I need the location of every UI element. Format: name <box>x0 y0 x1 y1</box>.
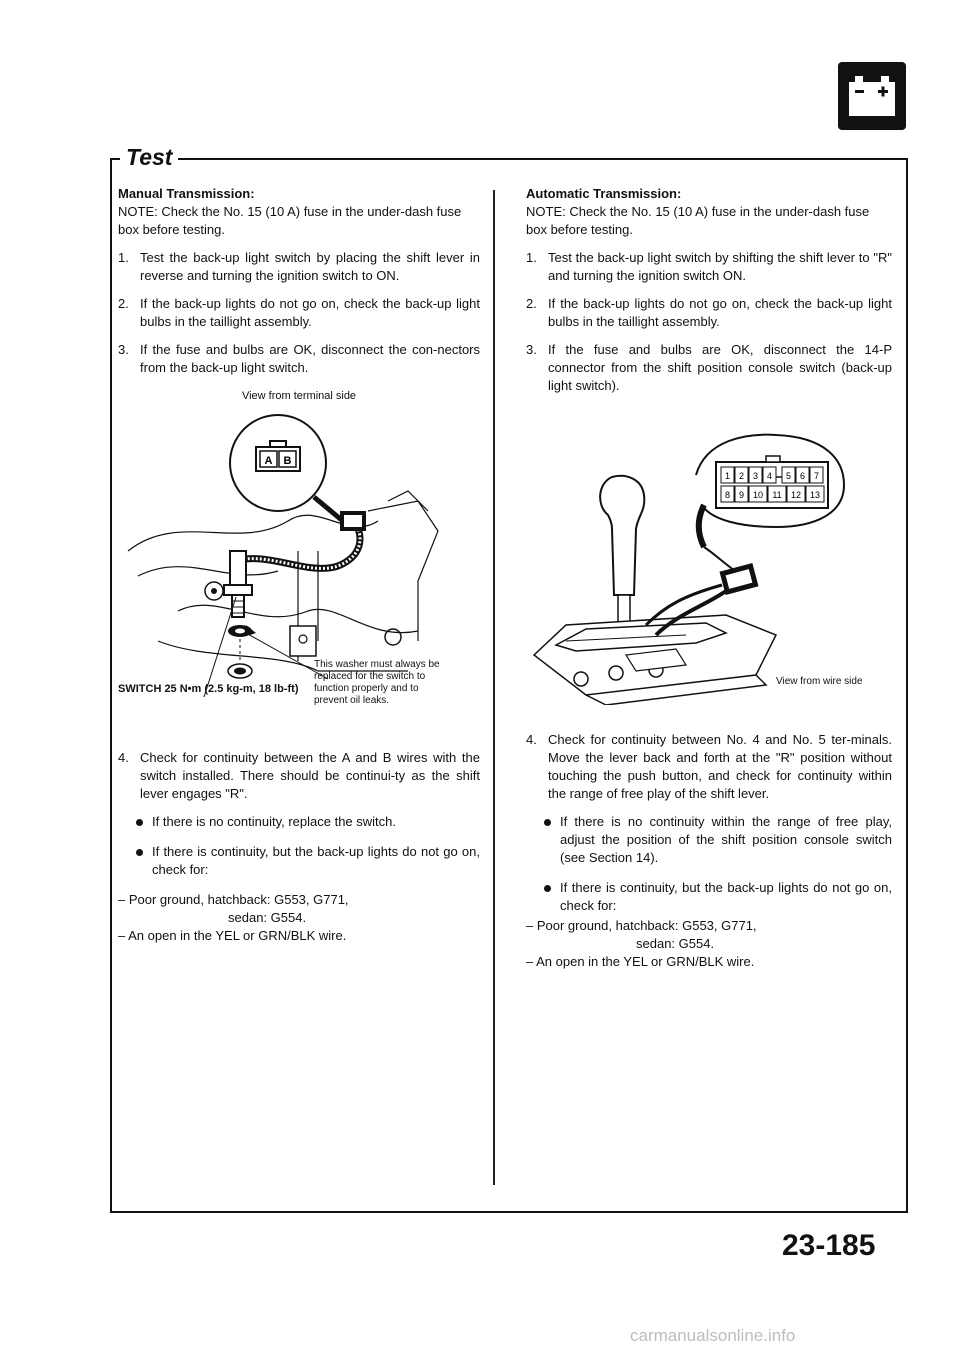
shift-console-illustration <box>526 405 892 715</box>
step-text: Check for continuity between No. 4 and No. 5 ter-minals. Move the lever back and forth at the "R" position without touching the push button, and check for continuity within the range of free play of the shift lever. <box>548 732 892 801</box>
bullet-text: If there is no continuity within the range of free play, adjust the position of the shift position console switch (see Section 14). <box>560 814 892 865</box>
pin-3: 3 <box>752 471 759 481</box>
automatic-step <box>526 731 892 803</box>
pin-13: 13 <box>809 490 821 500</box>
pin-1: 1 <box>724 471 731 481</box>
step-number: 2. <box>118 296 129 311</box>
pin-7: 7 <box>813 471 820 481</box>
pin-8: 8 <box>724 490 731 500</box>
switch-torque-label: SWITCH 25 N•m (2.5 kg-m, 18 lb-ft) <box>118 683 299 695</box>
bullet-dot <box>544 819 551 826</box>
pin-12: 12 <box>790 490 802 500</box>
pin-6: 6 <box>799 471 806 481</box>
step-text: Test the back-up light switch by shifting the shift lever to "R" and turning the ignition switch ON. <box>548 250 892 283</box>
pin-4: 4 <box>766 471 773 481</box>
automatic-note: NOTE: Check the No. 15 (10 A) fuse in the under-dash fuse box before testing. <box>526 204 870 237</box>
backup-switch-illustration <box>118 387 480 739</box>
shift-lever-drawing <box>526 405 892 705</box>
section-title: Test <box>120 140 178 174</box>
manual-transmission-column <box>118 185 480 945</box>
bullet-dot <box>544 885 551 892</box>
switch-location-drawing <box>118 401 480 701</box>
terminal-view-label: View from terminal side <box>241 390 357 402</box>
manual-heading: Manual Transmission: <box>118 186 255 201</box>
bullet-dot <box>136 849 143 856</box>
bullet-dot <box>136 819 143 826</box>
step-number: 1. <box>118 250 129 265</box>
check-item: sedan: G554. <box>636 936 715 951</box>
washer-note: This washer must always be replaced for the switch to function properly and to prevent oil leaks. <box>314 659 440 706</box>
page-number: 23-185 <box>782 1229 876 1262</box>
check-item: – An open in the YEL or GRN/BLK wire. <box>118 928 347 943</box>
check-item: sedan: G554. <box>228 910 307 925</box>
pin-9: 9 <box>738 490 745 500</box>
step-number: 2. <box>526 296 537 311</box>
step-text: Check for continuity between the A and B wires with the switch installed. There should be continui-ty as the shift lever engages "R". <box>140 750 480 801</box>
step-number: 3. <box>526 342 537 357</box>
watermark-text: carmanualsonline.info <box>630 1326 796 1345</box>
automatic-heading: Automatic Transmission: <box>526 186 682 201</box>
manual-bullet <box>136 843 480 879</box>
check-item: – Poor ground, hatchback: G553, G771, <box>526 918 757 933</box>
automatic-step <box>526 295 892 331</box>
manual-note: NOTE: Check the No. 15 (10 A) fuse in the under-dash fuse box before testing. <box>118 204 462 237</box>
step-number: 3. <box>118 342 129 357</box>
bullet-text: If there is no continuity, replace the switch. <box>152 814 396 829</box>
pin-10: 10 <box>752 490 764 500</box>
step-number: 1. <box>526 250 537 265</box>
automatic-bullet <box>544 813 892 867</box>
automatic-transmission-column <box>526 185 892 971</box>
manual-bullet <box>136 813 480 831</box>
step-text: If the back-up lights do not go on, check the back-up light bulbs in the taillight assembly. <box>140 296 480 329</box>
terminal-a-label: A <box>264 455 273 467</box>
pin-11: 11 <box>772 490 782 500</box>
battery-icon <box>838 62 906 130</box>
column-divider <box>493 190 495 1185</box>
manual-step <box>118 341 480 377</box>
step-text: If the fuse and bulbs are OK, disconnect the 14-P connector from the shift position console switch (back-up light switch). <box>548 342 892 393</box>
step-text: If the back-up lights do not go on, check the back-up light bulbs in the taillight assembly. <box>548 296 892 329</box>
automatic-bullet <box>544 879 892 915</box>
manual-step <box>118 749 480 803</box>
check-item: – Poor ground, hatchback: G553, G771, <box>118 892 349 907</box>
manual-step <box>118 295 480 331</box>
pin-2: 2 <box>738 471 745 481</box>
step-number: 4. <box>118 750 129 765</box>
pin-5: 5 <box>785 471 792 481</box>
bullet-text: If there is continuity, but the back-up lights do not go on, check for: <box>560 880 892 913</box>
step-text: If the fuse and bulbs are OK, disconnect the con-nectors from the back-up light switch. <box>140 342 480 375</box>
step-text: Test the back-up light switch by placing the shift lever in reverse and turning the ignition switch to ON. <box>140 250 480 283</box>
automatic-step <box>526 341 892 395</box>
bullet-text: If there is continuity, but the back-up lights do not go on, check for: <box>152 844 480 877</box>
check-item: – An open in the YEL or GRN/BLK wire. <box>526 954 755 969</box>
automatic-step <box>526 249 892 285</box>
manual-step <box>118 249 480 285</box>
step-number: 4. <box>526 732 537 747</box>
terminal-b-label: B <box>283 455 292 467</box>
wire-view-label: View from wire side <box>776 676 863 687</box>
